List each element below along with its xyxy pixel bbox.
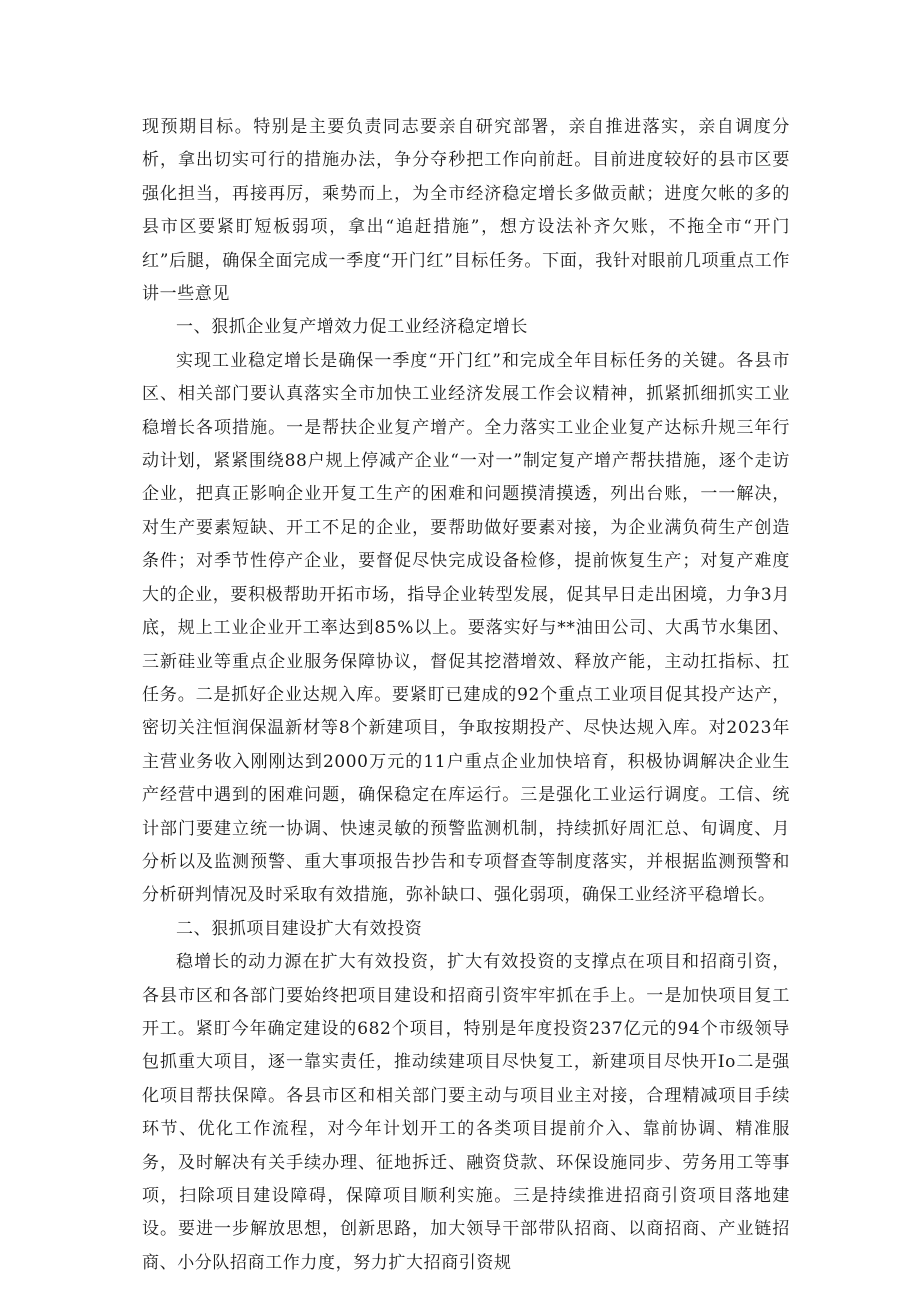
document-body (142, 111, 790, 1280)
paragraph-intro: 现预期目标。特别是主要负责同志要亲自研究部署，亲自推进落实，亲自调度分析，拿出切实可行的措施办法，争分夺秒把工作向前赶。目前进度较好的县市区要强化担当，再接再厉，乘势而上，为全市经济稳定增长多做贡献；进度欠帐的多的县市区要紧盯短板弱项，拿出“追赶措施”，想方设法补齐欠账，不拖全市“开门红”后腿，确保全面完成一季度“开门红”目标任务。下面，我针对眼前几项重点工作讲一些意见 (142, 117, 790, 305)
paragraph-investment: 稳增长的动力源在扩大有效投资，扩大有效投资的支撑点在项目和招商引资，各县市区和各部门要始终把项目建设和招商引资牢牢抓在手上。一是加快项目复工开工。紧盯今年确定建设的682个项目，特别是年度投资237亿元的94个市级领导包抓重大项目，逐一靠实责任，推动续建项目尽快复工，新建项目尽快开Io二是强化项目帮扶保障。各县市区和相关部门要主动与项目业主对接，合理精减项目手续环节、优化工作流程，对今年计划开工的各类项目提前介入、靠前协调、精准服务，及时解决有关手续办理、征地拆迁、融资贷款、环保设施同步、劳务用工等事项，扫除项目建设障碍，保障项目顺利实施。三是持续推进招商引资项目落地建设。要进一步解放思想，创新思路，加大领导干部带队招商、以商招商、产业链招商、小分队招商工作力度，努力扩大招商引资规 (142, 952, 790, 1273)
section-heading-2: 二、狠抓项目建设扩大有效投资 (176, 918, 423, 939)
paragraph-industry: 实现工业稳定增长是确保一季度“开门红”和完成全年目标任务的关键。各县市区、相关部门要认真落实全市加快工业经济发展工作会议精神，抓紧抓细抓实工业稳增长各项措施。一是帮扶企业复产增产。全力落实工业企业复产达标升规三年行动计划，紧紧围绕88户规上停减产企业“一对一”制定复产增产帮扶措施，逐个走访企业，把真正影响企业开复工生产的困难和问题摸清摸透，列出台账，一一解决，对生产要素短缺、开工不足的企业，要帮助做好要素对接，为企业满负荷生产创造条件；对季节性停产企业，要督促尽快完成设备检修，提前恢复生产；对复产难度大的企业，要积极帮助开拓市场，指导企业转型发展，促其早日走出困境，力争3月底，规上工业企业开工率达到85%以上。要落实好与**油田公司、大禹节水集团、三新硅业等重点企业服务保障协议，督促其挖潜增效、释放产能，主动扛指标、扛任务。二是抓好企业达规入库。要紧盯已建成的92个重点工业项目促其投产达产，密切关注恒润保温新材等8个新建项目，争取按期投产、尽快达规入库。对2023年主营业务收入刚刚达到2000万元的11户重点企业加快培育，积极协调解决企业生产经营中遇到的困难问题，确保稳定在库运行。三是强化工业运行调度。工信、统计部门要建立统一协调、快速灵敏的预警监测机制，持续抓好周汇总、旬调度、月分析以及监测预警、重大事项报告抄告和专项督查等制度落实，并根据监测预警和分析研判情况及时采取有效措施，弥补缺口、强化弱项，确保工业经济平稳增长。 (142, 350, 790, 906)
section-heading-1: 一、狠抓企业复产增效力促工业经济稳定增长 (176, 317, 528, 338)
